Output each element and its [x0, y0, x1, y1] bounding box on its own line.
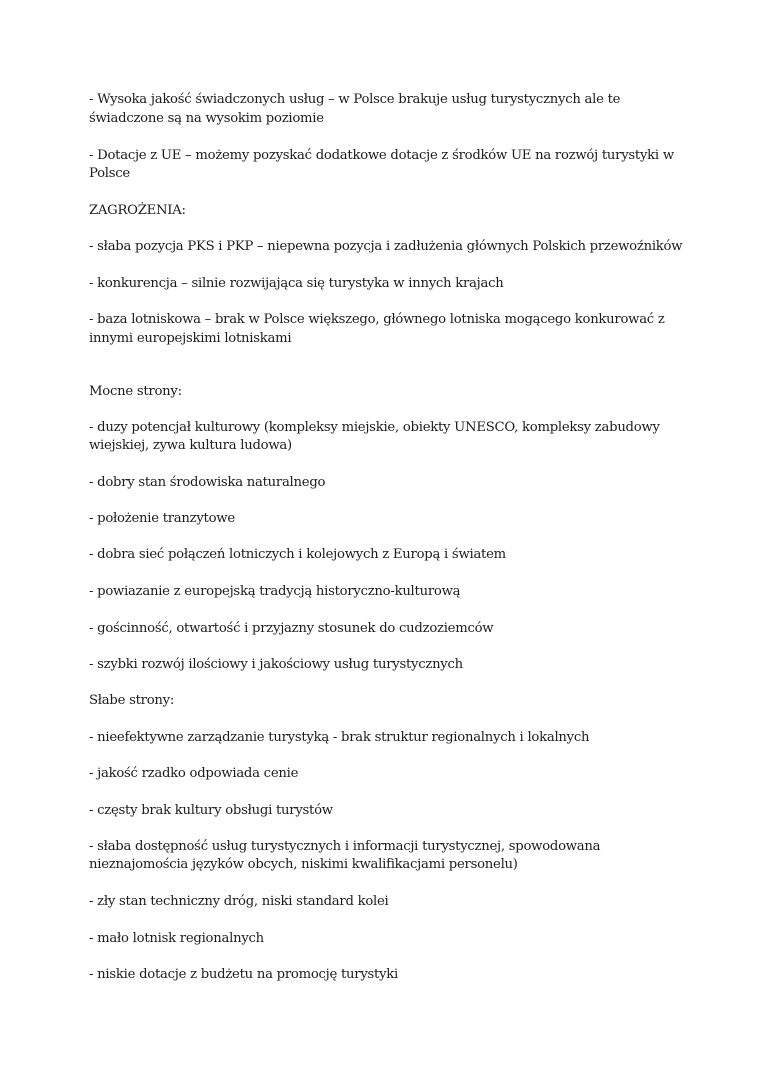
section-heading: Słabe strony: — [89, 693, 175, 708]
section-heading: Mocne strony: — [89, 384, 182, 399]
text-line: - słaba pozycja PKS i PKP – niepewna pozycja i zadłużenia głównych Polskich przewoźników — [89, 239, 683, 254]
text-line: - baza lotniskowa – brak w Polsce większego, głównego lotniska mogącego konkurować z — [89, 312, 665, 327]
text-line: - częsty brak kultury obsługi turystów — [89, 803, 333, 818]
text-line: - konkurencja – silnie rozwijająca się turystyka w innych krajach — [89, 276, 504, 291]
text-line: - dobra sieć połączeń lotniczych i kolejowych z Europą i światem — [89, 547, 506, 562]
text-line: - nieefektywne zarządzanie turystyką - brak struktur regionalnych i lokalnych — [89, 730, 590, 745]
text-line: - zły stan techniczny dróg, niski standard kolei — [89, 894, 389, 909]
text-line: - powiazanie z europejską tradycją historyczno-kulturową — [89, 584, 461, 599]
text-line: - słaba dostępność usług turystycznych i informacji turystycznej, spowodowana — [89, 839, 601, 854]
text-line: - niskie dotacje z budżetu na promocję turystyki — [89, 967, 399, 982]
text-line: - Wysoka jakość świadczonych usług – w Polsce brakuje usług turystycznych ale te — [89, 92, 621, 107]
text-line: - szybki rozwój ilościowy i jakościowy usług turystycznych — [89, 657, 463, 672]
section-heading: ZAGROŻENIA: — [89, 203, 186, 218]
text-line: Polsce — [89, 166, 130, 181]
text-line: - Dotacje z UE – możemy pozyskać dodatkowe dotacje z środków UE na rozwój turystyki w — [89, 148, 674, 163]
text-line: - gościnność, otwartość i przyjazny stosunek do cudzoziemców — [89, 621, 494, 636]
text-line: - mało lotnisk regionalnych — [89, 931, 264, 946]
text-line: nieznajomościa języków obcych, niskimi kwalifikacjami personelu) — [89, 857, 518, 872]
text-line: świadczone są na wysokim poziomie — [89, 111, 324, 126]
text-line: - położenie tranzytowe — [89, 511, 235, 526]
text-line: wiejskiej, zywa kultura ludowa) — [89, 438, 292, 453]
text-line: - jakość rzadko odpowiada cenie — [89, 766, 299, 781]
text-line: innymi europejskimi lotniskami — [89, 331, 292, 346]
text-line: - dobry stan środowiska naturalnego — [89, 475, 326, 490]
text-line: - duzy potencjał kulturowy (kompleksy miejskie, obiekty UNESCO, kompleksy zabudowy — [89, 420, 660, 435]
